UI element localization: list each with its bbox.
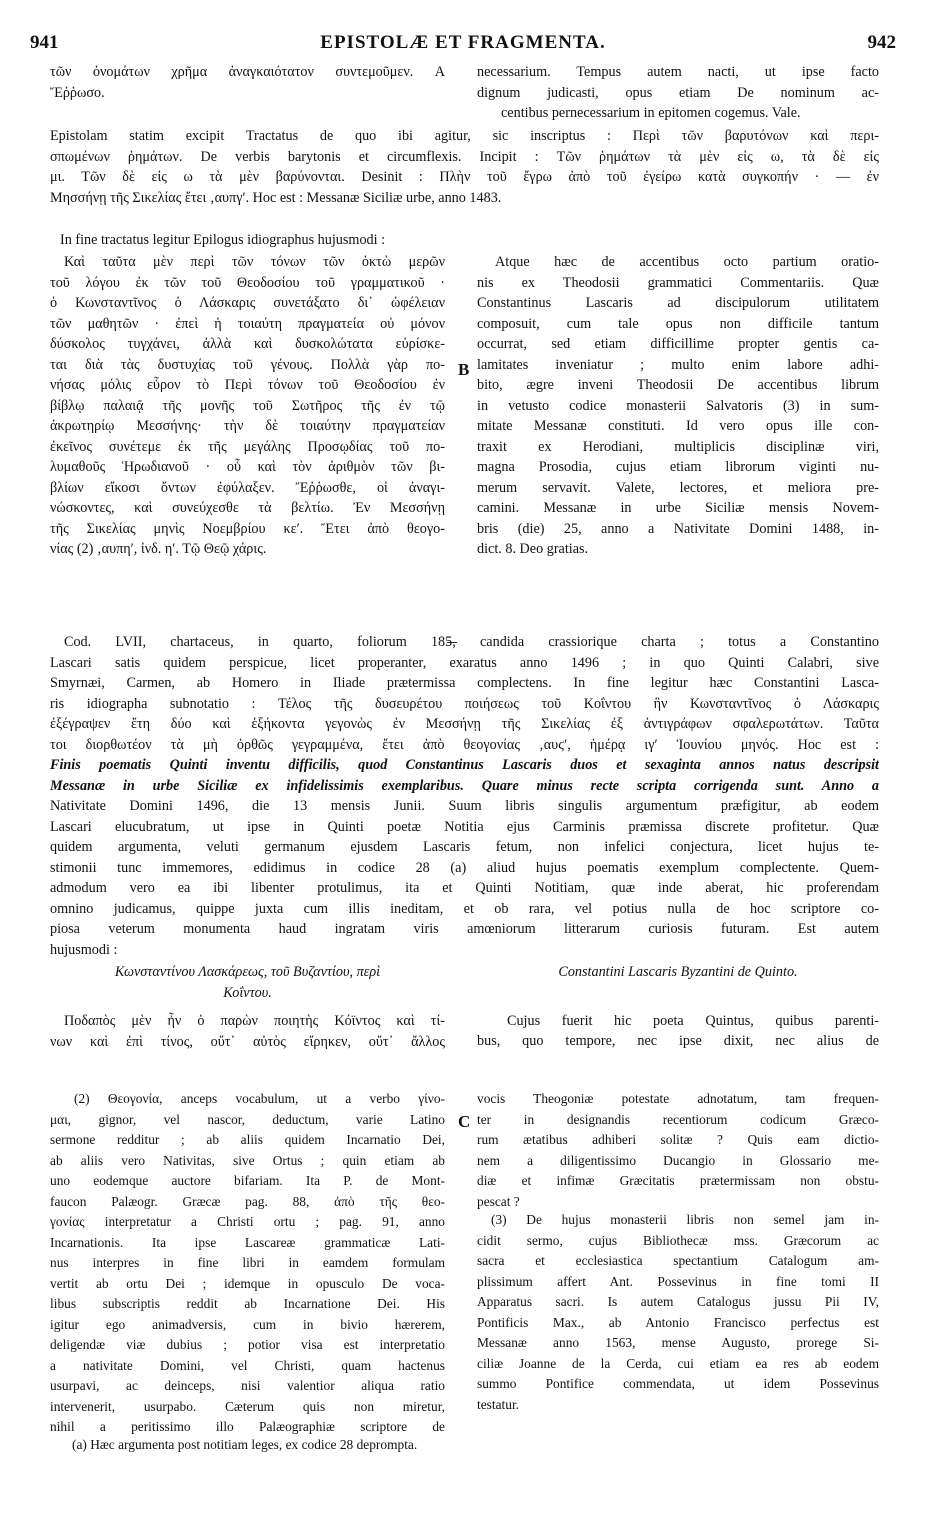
- text-line: nis ex Theodosii grammatici Commentariis. Quæ: [477, 274, 879, 291]
- text-line: piosa veterum monumenta haud ingratam viris amœniorum litterarum curiosis futuram. Est autem: [50, 921, 879, 937]
- text-line: νίας (2) ‚αυπηʹ, ἰνδ. ηʹ. Τῷ Θεῷ χάρις.: [50, 541, 267, 557]
- text-line: libus subscriptis reddit ab Incarnatione Dei. His: [50, 1296, 445, 1311]
- epilogus-greek: [50, 252, 445, 560]
- text-line: intervenerit, usurpabo. Cæterum quis non miretur,: [50, 1398, 445, 1414]
- running-title: EPISTOLÆ ET FRAGMENTA.: [320, 32, 606, 53]
- footnote-2-continued-and-3: [477, 1090, 879, 1415]
- page-header: [30, 32, 896, 60]
- text-line: In fine tractatus legitur Epilogus idiographus hujusmodi :: [60, 232, 386, 248]
- text-line: ciliæ Joanne de la Cerda, cui etiam ea res ab eodem: [477, 1355, 879, 1371]
- text-line: Incarnationis. Ita ipse Lascareæ grammaticæ Lati-: [50, 1234, 445, 1250]
- text-line: hujusmodi :: [50, 941, 118, 958]
- text-line: Lascari satis quidem perspicue, licet properanter, exaratus anno 1496 ; in quo Quinti Calabri, sive: [50, 654, 879, 671]
- text-line: λυμαθοῦς Ἡρωδιανοῦ · οὗ καὶ τὸν ἀριθμὸν τῶν βι-: [50, 459, 445, 475]
- text-line: nus interpres in fine libri in eamdem formulam: [50, 1255, 445, 1270]
- text-line: stimonii tunc immemores, edidimus in codice 28 (a) aliud hujus poematis exemplum complectente. Quem-: [50, 859, 879, 876]
- text-line: ἐκεῖνος συνέτεμε ἐκ τῆς μεγάλης Προσῳδίας τοῦ πο-: [50, 438, 445, 455]
- text-line: plissimum affert Ant. Possevinus in fine tomi II: [477, 1273, 879, 1289]
- text-line: deligendæ viæ dubius ; potior visa est interpretatio: [50, 1337, 445, 1352]
- text-line: sermone redditur ; ab aliis quidem Incarnatio Dei,: [50, 1132, 445, 1147]
- text-line: Ποδαπὸς μὲν ἦν ὁ παρὼν ποιητὴς Κόϊντος καὶ τί-: [64, 1013, 445, 1029]
- notitia-latin: [477, 962, 879, 1052]
- text-line: lamitates inveniatur ; multo enim labore adhi-: [477, 356, 879, 373]
- page-number-right: 942: [867, 32, 896, 53]
- text-line: in vetusto codice monasterii Salvatoris (3) in sum-: [477, 397, 879, 414]
- text-line: omnino judicamus, quippe juxta cum illis ineditam, et ob rara, vel potius nulla de hoc scriptore co-: [50, 900, 879, 917]
- margin-marker-b: B: [458, 360, 470, 379]
- margin-marker-c: C: [458, 1112, 471, 1131]
- notitia-greek-title: Κωνσταντίνου Λασκάρεως, τοῦ Βυζαντίου, περὶ: [114, 964, 381, 980]
- text-line: bito, ægre inveni Theodosii De accentibus librum: [477, 377, 879, 393]
- text-line: (a) Hæc argumenta post notitiam leges, ex codice 28 deprompta.: [72, 1437, 418, 1452]
- letter-ending-latin: [477, 62, 879, 124]
- text-line: cidit sermo, cujus Bibliothecæ mss. Græcorum ac: [477, 1232, 879, 1248]
- text-line: Atque hæc de accentibus octo partium oratio-: [495, 254, 879, 270]
- text-line: magna Prosodia, cujus etiam librorum viginti nu-: [477, 459, 879, 475]
- text-line: mitate Messanæ constituti. Id vero opus ille con-: [477, 418, 879, 434]
- text-line: usurpavi, ac deinceps, nisi valentior aliqua ratio: [50, 1378, 445, 1393]
- text-line: Cod. LVII, chartaceus, in quarto, foliorum 185, candida crassiorique charta ; totus a Constantino: [64, 634, 879, 650]
- text-line: Constantinus Lascaris ad discipulorum utilitatem: [477, 295, 879, 311]
- text-line: τῶν μαθητῶν · ἐπεὶ ἡ τοιαύτη πραγματεία οὐ μόνον: [50, 315, 445, 332]
- text-line: dignum judicasti, opus etiam De nominum ac-: [477, 84, 879, 101]
- text-line: Messanæ anno 1563, mense Augusto, prorege Si-: [477, 1335, 879, 1351]
- text-line: δύσκολος τυγχάνει, ἀλλὰ καὶ δυσκολώτατα εὑρίσκε-: [50, 336, 445, 352]
- text-line: camini. Messanæ in urbe Siciliæ mensis Novem-: [477, 500, 879, 516]
- text-line: diæ et infimæ Græcitatis prætermissam non obstu-: [477, 1173, 879, 1188]
- text-line: Μησσήνῃ τῆς Σικελίας ἔτει ‚αυπγʹ. Hoc est : Messanæ Siciliæ urbe, anno 1483.: [50, 189, 502, 206]
- text-line: necessarium. Tempus autem nacti, ut ipse facto: [477, 64, 879, 80]
- text-line: τῶν ὀνομάτων χρῆμα ἀναγκαιότατον συντεμοῦμεν. A: [50, 64, 445, 80]
- text-line: Epistolam statim excipit Tractatus de quo ibi agitur, sic inscriptus : Περὶ τῶν βαρυτόνων καὶ περι-: [50, 128, 879, 144]
- text-line: dict. 8. Deo gratias.: [477, 541, 589, 557]
- page-number-left: 941: [30, 32, 59, 53]
- text-line: βίβλῳ παλαιᾷ τῆς μονῆς τοῦ Σωτῆρος τῆς ἐν τῷ: [50, 397, 445, 414]
- text-line: Cujus fuerit hic poeta Quintus, quibus parenti-: [507, 1012, 879, 1029]
- notitia-latin-title: Constantini Lascaris Byzantini de Quinto.: [558, 964, 798, 980]
- text-line: μι. Τῶν δὲ εἰς ω τὰ μὲν βαρύνονται. Desinit : Πλὴν τοῦ ἔγρω ἀπὸ τοῦ ἐγείρω κατὰ συγκοπήν · — ἐν: [50, 169, 879, 185]
- text-line: centibus pernecessarium in epitomen cogemus. Vale.: [501, 105, 801, 121]
- text-line: merum servavit. Valete, lectores, et meliora pre-: [477, 479, 879, 496]
- tractatus-description: [50, 126, 879, 208]
- text-line: ἀκρωτηρίῳ Μεσσήνης· τὴν δὲ τοιαύτην πραγματείαν: [50, 418, 445, 434]
- text-line: Καὶ ταῦτα μὲν περὶ τῶν τόνων τῶν ὀκτὼ μερῶν: [64, 254, 445, 270]
- text-line: uno eodemque auctore bifariam. Ita P. de Mont-: [50, 1173, 445, 1188]
- text-line: traxit ex Herodiani, multiplicis disciplinæ viri,: [477, 438, 879, 455]
- text-line: Finis poematis Quinti inventu difficilis, quod Constantinus Lascaris duos et sexaginta annos natus descripsit: [50, 757, 879, 773]
- text-line: Apparatus sacri. Is autem Catalogus jussu Pii IV,: [477, 1294, 879, 1310]
- text-line: νήσας μόλις εὗρον τὸ Περὶ τόνων τοῦ Θεοδοσίου ἐν: [50, 377, 445, 393]
- text-line: bus, quo tempore, nec ipse dixit, nec alius de: [477, 1033, 879, 1049]
- text-line: νων καὶ ἐπὶ τίνος, οὔτ᾿ αὐτὸς εἴρηκεν, οὔτ᾿ ἄλλος: [50, 1033, 445, 1050]
- text-line: ris idiographa subnotatio : Τέλος τῆς δυσευρέτου ποιήσεως τοῦ Κοΐντου ἣν Κωνσταντῖνος ὁ Λάσκαρις: [50, 695, 879, 712]
- text-line: γονίας interpretatur a Christi ortu ; pag. 91, anno: [50, 1214, 445, 1229]
- letter-ending-greek: [50, 62, 445, 103]
- text-line: μαι, gignor, vel nascor, deductum, varie Latino: [50, 1111, 445, 1127]
- text-line: τῆς Σικελίας μηνὶς Νοεμβρίου κεʹ. Ἔτει ἀπὸ θεογο-: [50, 520, 445, 537]
- text-line: vocis Theogoniæ potestate adnotatum, tam frequen-: [477, 1091, 879, 1106]
- text-line: quidem argumenta, veluti germanum ejusdem Lascaris fetum, non infelici conjectura, licet hujus te-: [50, 839, 879, 855]
- text-line: bris (die) 25, anno a Nativitate Domini 1488, in-: [477, 520, 879, 537]
- footnote-a: [72, 1436, 879, 1455]
- text-line: σπωμένων ῥημάτων. De verbis barytonis et circumflexis. Incipit : Τῶν ῥημάτων τὰ μὲν εἰς ω, τὰ δὲ εἰς: [50, 148, 879, 165]
- text-line: ὁ Κωνσταντῖνος ὁ Λάσκαρις συνετάξατο δι᾿ ὠφέλειαν: [50, 295, 445, 311]
- text-line: ter in designandis recentiorum codicum Græco-: [477, 1111, 879, 1127]
- text-line: τοῦ λόγου ἐκ τῶν τοῦ Θεοδοσίου τοῦ γραμματικοῦ ·: [50, 274, 445, 291]
- text-line: rum ætatibus adhiberi solitæ ? Quis eam dictio-: [477, 1132, 879, 1147]
- text-line: testatur.: [477, 1396, 520, 1412]
- footnote-2: [50, 1090, 445, 1439]
- text-line: summo Pontifice commendata, ut idem Possevinus: [477, 1376, 879, 1392]
- text-line: (3) De hujus monasterii libris non semel jam in-: [491, 1212, 879, 1228]
- text-line: Nativitate Domini 1496, die 13 mensis Junii. Suum libris singulis argumentum præfigitur, ab eodem: [50, 798, 879, 814]
- text-line: nem a diligentissimo Ducangio in Glossario me-: [477, 1152, 879, 1168]
- text-line: a nativitate Domini, vel Christi, quam hactenus: [50, 1357, 445, 1373]
- text-line: igitur ego animadversis, cum in bivio hærerem,: [50, 1316, 445, 1332]
- text-line: ἐξέγραψεν ἔτη δύο καὶ ἑξήκοντα γεγονὼς ἐν Μεσσήνῃ τῆς Σικελίας ἐξ ἀντιγράφων σφαλερωτάτων. Ταῦτα: [50, 716, 879, 732]
- text-line: (2) Θεογονία, anceps vocabulum, ut a verbo γίνο-: [74, 1091, 445, 1106]
- text-line: ab aliis vero Nativitas, sive Ortus ; quin etiam ab: [50, 1152, 445, 1168]
- text-line: νώσκοντες, καὶ συνεύχεσθε τὰ βελτίω. Ἐν Μεσσήνῃ: [50, 500, 445, 516]
- epilogus-latin: [477, 252, 879, 560]
- text-line: faucon Palæogr. Græcæ pag. 88, ἀπὸ τῆς θεο-: [50, 1193, 445, 1209]
- text-line: Lascari elucubratum, ut ipse in Quinti poetæ Notitia ejus Carminis præmissa discrete profitetur. Quæ: [50, 818, 879, 835]
- text-line: occurrat, sed etiam difficillime propter gentis ca-: [477, 336, 879, 352]
- text-line: nihil a peritissimo illo Palæographiæ scriptore de: [50, 1419, 445, 1434]
- text-line: sacra et ecclesiastica spectantium Catalogum am-: [477, 1253, 879, 1269]
- text-line: Pontificis Max., ab Antonio Francisco perfectus est: [477, 1314, 879, 1330]
- epilogus-intro: [60, 230, 879, 251]
- text-line: ται διὰ τὰς δυστυχίας τοῦ γένους. Πολλὰ γὰρ πο-: [50, 356, 445, 373]
- codex-description: [50, 632, 879, 960]
- notitia-greek-title: Κοΐντου.: [223, 984, 272, 1001]
- text-line: admodum vero ea ibi libenter protulimus, ita et Quinti Notitiam, quæ inde aberat, hic proferendam: [50, 880, 879, 896]
- text-line: βλίων εἴκοσι ὄντων ἐφύλαξεν. Ἔῤῥωσθε, οἱ ἀναγι-: [50, 479, 445, 496]
- text-line: τοι διορθωτέον τὰ μὴ ὀρθῶς γεγραμμένα, ἔτει ἀπὸ θεογονίας ‚αυϛʹ, ἡμέρᾳ ιγʹ Ἰουνίου μηνός. Hoc est :: [50, 736, 879, 753]
- text-line: composuit, cum tale opus non difficile tantum: [477, 315, 879, 332]
- text-line: Smyrnæi, Carmen, ab Homero in Iliade prætermissa complectens. In fine legitur hæc Constantini Lasca-: [50, 675, 879, 691]
- text-line: vertit ab ortu Dei ; idemque in opusculo De voca-: [50, 1275, 445, 1291]
- text-line: Messanæ in urbe Siciliæ ex infidelissimis exemplaribus. Quare minus recte scripta corrigenda sunt. Anno a: [50, 777, 879, 794]
- text-line: Ἔῤῥωσο.: [50, 84, 105, 101]
- notitia-greek: [50, 962, 445, 1052]
- text-line: pescat ?: [477, 1193, 520, 1209]
